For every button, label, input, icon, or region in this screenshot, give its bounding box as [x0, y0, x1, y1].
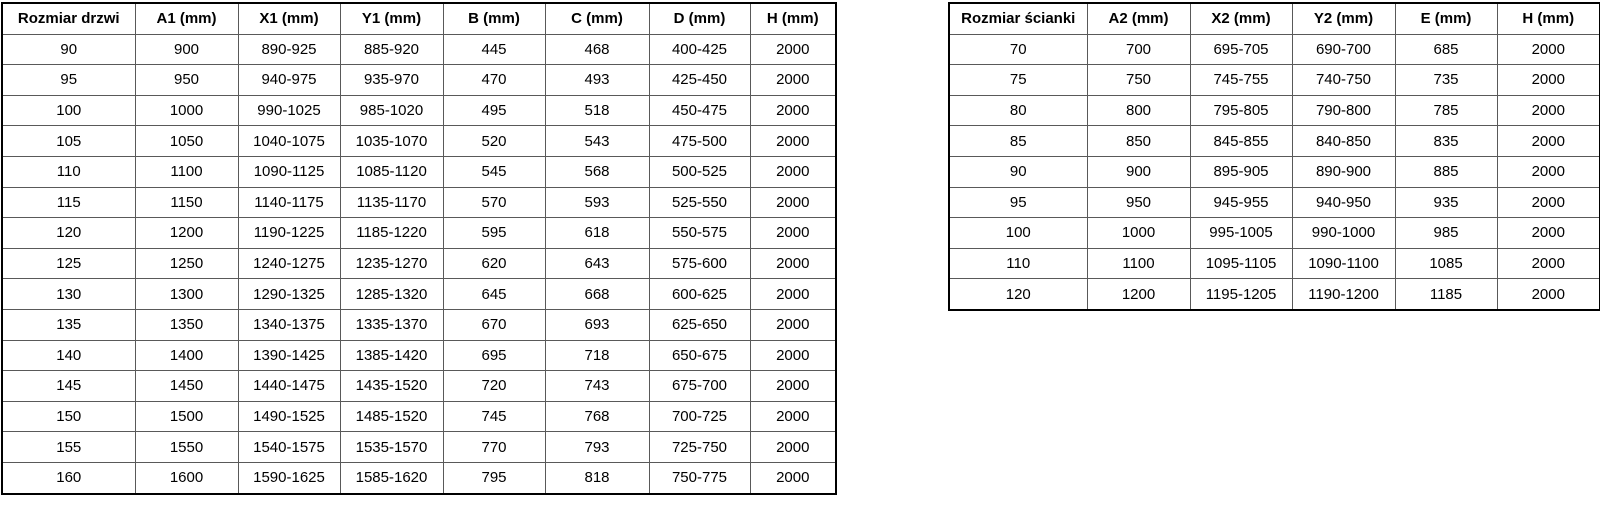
table-cell: 745 — [443, 401, 545, 432]
table-cell: 495 — [443, 95, 545, 126]
table-cell: 2000 — [750, 218, 836, 249]
table-row — [2, 218, 836, 249]
table-cell: 543 — [545, 126, 649, 157]
table-row — [2, 401, 836, 432]
table-cell: 1100 — [1087, 248, 1190, 279]
table-cell: 2000 — [1497, 65, 1600, 96]
table-row — [2, 95, 836, 126]
table-cell: 570 — [443, 187, 545, 218]
table-cell: 145 — [2, 371, 135, 402]
table-cell: 2000 — [750, 401, 836, 432]
header-row — [949, 3, 1600, 34]
table-cell: 550-575 — [649, 218, 750, 249]
table-cell: 900 — [135, 34, 238, 65]
table-row — [2, 309, 836, 340]
table-cell: 110 — [2, 156, 135, 187]
table-cell: 835 — [1395, 126, 1497, 157]
column-header: D (mm) — [649, 3, 750, 34]
table-cell: 1085 — [1395, 248, 1497, 279]
table-cell: 985 — [1395, 218, 1497, 249]
table-cell: 2000 — [750, 340, 836, 371]
table-cell: 725-750 — [649, 432, 750, 463]
column-header: Rozmiar ścianki — [949, 3, 1087, 34]
table-header — [949, 3, 1600, 34]
table-cell: 1440-1475 — [238, 371, 340, 402]
table-cell: 2000 — [1497, 95, 1600, 126]
table-cell: 625-650 — [649, 309, 750, 340]
table-cell: 650-675 — [649, 340, 750, 371]
table-cell: 1600 — [135, 462, 238, 493]
table-cell: 618 — [545, 218, 649, 249]
table-cell: 2000 — [1497, 218, 1600, 249]
table-cell: 1435-1520 — [340, 371, 443, 402]
table-cell: 990-1025 — [238, 95, 340, 126]
table-cell: 740-750 — [1292, 65, 1395, 96]
column-header: X1 (mm) — [238, 3, 340, 34]
table-cell: 1585-1620 — [340, 462, 443, 493]
table-cell: 1195-1205 — [1190, 279, 1292, 310]
table-cell: 1190-1225 — [238, 218, 340, 249]
table-cell: 718 — [545, 340, 649, 371]
column-header: X2 (mm) — [1190, 3, 1292, 34]
table-cell: 90 — [949, 156, 1087, 187]
table-cell: 400-425 — [649, 34, 750, 65]
table-cell: 940-975 — [238, 65, 340, 96]
table-cell: 1240-1275 — [238, 248, 340, 279]
table-cell: 2000 — [750, 126, 836, 157]
table-cell: 695 — [443, 340, 545, 371]
column-header: Rozmiar drzwi — [2, 3, 135, 34]
table-cell: 1150 — [135, 187, 238, 218]
column-header: E (mm) — [1395, 3, 1497, 34]
table-cell: 850 — [1087, 126, 1190, 157]
table-cell: 670 — [443, 309, 545, 340]
table-cell: 750-775 — [649, 462, 750, 493]
table-cell: 125 — [2, 248, 135, 279]
table-cell: 800 — [1087, 95, 1190, 126]
table-cell: 840-850 — [1292, 126, 1395, 157]
table-cell: 545 — [443, 156, 545, 187]
table-cell: 1450 — [135, 371, 238, 402]
table-cell: 85 — [949, 126, 1087, 157]
table-cell: 785 — [1395, 95, 1497, 126]
table-row — [2, 371, 836, 402]
table-cell: 600-625 — [649, 279, 750, 310]
table-cell: 890-900 — [1292, 156, 1395, 187]
table-cell: 90 — [2, 34, 135, 65]
table-cell: 155 — [2, 432, 135, 463]
table-cell: 885-920 — [340, 34, 443, 65]
header-row — [2, 3, 836, 34]
table-cell: 668 — [545, 279, 649, 310]
table-row — [2, 462, 836, 493]
table-cell: 475-500 — [649, 126, 750, 157]
column-header: H (mm) — [750, 3, 836, 34]
table-cell: 1385-1420 — [340, 340, 443, 371]
column-header: A1 (mm) — [135, 3, 238, 34]
table-body — [2, 34, 836, 493]
table-cell: 568 — [545, 156, 649, 187]
table-cell: 95 — [2, 65, 135, 96]
table-cell: 1200 — [135, 218, 238, 249]
column-header: H (mm) — [1497, 3, 1600, 34]
table-cell: 818 — [545, 462, 649, 493]
table-cell: 1190-1200 — [1292, 279, 1395, 310]
table-row — [2, 126, 836, 157]
table-cell: 1590-1625 — [238, 462, 340, 493]
table-cell: 75 — [949, 65, 1087, 96]
table-cell: 2000 — [1497, 279, 1600, 310]
table-cell: 95 — [949, 187, 1087, 218]
table-cell: 1085-1120 — [340, 156, 443, 187]
table-cell: 100 — [949, 218, 1087, 249]
table-cell: 693 — [545, 309, 649, 340]
table-cell: 450-475 — [649, 95, 750, 126]
table-row — [2, 279, 836, 310]
table-cell: 845-855 — [1190, 126, 1292, 157]
table-cell: 120 — [2, 218, 135, 249]
table-cell: 690-700 — [1292, 34, 1395, 65]
table-row — [949, 126, 1600, 157]
door-size-table — [1, 2, 837, 495]
table-cell: 468 — [545, 34, 649, 65]
table-cell: 2000 — [750, 34, 836, 65]
table-cell: 885 — [1395, 156, 1497, 187]
table-cell: 1100 — [135, 156, 238, 187]
table-cell: 120 — [949, 279, 1087, 310]
table-cell: 2000 — [750, 187, 836, 218]
table-cell: 1095-1105 — [1190, 248, 1292, 279]
table-cell: 140 — [2, 340, 135, 371]
table-cell: 2000 — [1497, 156, 1600, 187]
table-cell: 1350 — [135, 309, 238, 340]
table-cell: 793 — [545, 432, 649, 463]
table-cell: 900 — [1087, 156, 1190, 187]
table-row — [949, 218, 1600, 249]
table-cell: 115 — [2, 187, 135, 218]
table-cell: 950 — [135, 65, 238, 96]
table-cell: 2000 — [750, 371, 836, 402]
table-cell: 1335-1370 — [340, 309, 443, 340]
table-cell: 105 — [2, 126, 135, 157]
table-cell: 1390-1425 — [238, 340, 340, 371]
table-cell: 1140-1175 — [238, 187, 340, 218]
table-row — [949, 279, 1600, 310]
table-cell: 525-550 — [649, 187, 750, 218]
table-cell: 470 — [443, 65, 545, 96]
column-header: B (mm) — [443, 3, 545, 34]
table-cell: 100 — [2, 95, 135, 126]
table-cell: 1050 — [135, 126, 238, 157]
table-cell: 750 — [1087, 65, 1190, 96]
table-row — [2, 432, 836, 463]
table-row — [949, 34, 1600, 65]
table-cell: 1250 — [135, 248, 238, 279]
table-row — [2, 187, 836, 218]
table-cell: 645 — [443, 279, 545, 310]
table-cell: 935 — [1395, 187, 1497, 218]
table-cell: 130 — [2, 279, 135, 310]
table-cell: 720 — [443, 371, 545, 402]
table-cell: 735 — [1395, 65, 1497, 96]
table-cell: 2000 — [750, 432, 836, 463]
table-cell: 1500 — [135, 401, 238, 432]
table-cell: 2000 — [750, 65, 836, 96]
table-cell: 1035-1070 — [340, 126, 443, 157]
table-cell: 2000 — [1497, 126, 1600, 157]
table-cell: 493 — [545, 65, 649, 96]
table-cell: 425-450 — [649, 65, 750, 96]
column-header: Y1 (mm) — [340, 3, 443, 34]
table-cell: 1550 — [135, 432, 238, 463]
table-cell: 895-905 — [1190, 156, 1292, 187]
table-cell: 1290-1325 — [238, 279, 340, 310]
table-cell: 2000 — [750, 248, 836, 279]
table-cell: 745-755 — [1190, 65, 1292, 96]
table-row — [2, 248, 836, 279]
table-cell: 770 — [443, 432, 545, 463]
table-cell: 70 — [949, 34, 1087, 65]
column-header: A2 (mm) — [1087, 3, 1190, 34]
table-cell: 2000 — [750, 309, 836, 340]
table-cell: 2000 — [1497, 187, 1600, 218]
column-header: C (mm) — [545, 3, 649, 34]
table-cell: 945-955 — [1190, 187, 1292, 218]
table-cell: 595 — [443, 218, 545, 249]
table-cell: 520 — [443, 126, 545, 157]
table-cell: 1000 — [135, 95, 238, 126]
table-cell: 1400 — [135, 340, 238, 371]
table-row — [2, 340, 836, 371]
table-cell: 995-1005 — [1190, 218, 1292, 249]
table-cell: 1090-1125 — [238, 156, 340, 187]
table-row — [2, 65, 836, 96]
table-row — [949, 156, 1600, 187]
table-cell: 445 — [443, 34, 545, 65]
table-row — [949, 248, 1600, 279]
table-cell: 518 — [545, 95, 649, 126]
table-cell: 135 — [2, 309, 135, 340]
table-cell: 675-700 — [649, 371, 750, 402]
table-cell: 1040-1075 — [238, 126, 340, 157]
table-cell: 2000 — [1497, 34, 1600, 65]
table-cell: 1285-1320 — [340, 279, 443, 310]
table-cell: 1185 — [1395, 279, 1497, 310]
table-row — [2, 156, 836, 187]
table-cell: 985-1020 — [340, 95, 443, 126]
table-cell: 795 — [443, 462, 545, 493]
table-cell: 1135-1170 — [340, 187, 443, 218]
table-cell: 743 — [545, 371, 649, 402]
table-cell: 80 — [949, 95, 1087, 126]
table-row — [949, 95, 1600, 126]
table-cell: 940-950 — [1292, 187, 1395, 218]
table-cell: 1340-1375 — [238, 309, 340, 340]
table-cell: 1535-1570 — [340, 432, 443, 463]
table-cell: 150 — [2, 401, 135, 432]
table-cell: 1485-1520 — [340, 401, 443, 432]
table-cell: 890-925 — [238, 34, 340, 65]
table-cell: 1000 — [1087, 218, 1190, 249]
table-cell: 1235-1270 — [340, 248, 443, 279]
table-cell: 575-600 — [649, 248, 750, 279]
column-header: Y2 (mm) — [1292, 3, 1395, 34]
table-cell: 620 — [443, 248, 545, 279]
table-cell: 2000 — [750, 95, 836, 126]
wall-size-table — [948, 2, 1600, 311]
table-cell: 1490-1525 — [238, 401, 340, 432]
table-cell: 1540-1575 — [238, 432, 340, 463]
table-cell: 685 — [1395, 34, 1497, 65]
table-row — [2, 34, 836, 65]
table-cell: 700 — [1087, 34, 1190, 65]
table-cell: 2000 — [750, 156, 836, 187]
table-cell: 160 — [2, 462, 135, 493]
table-cell: 2000 — [750, 462, 836, 493]
table-cell: 643 — [545, 248, 649, 279]
table-body — [949, 34, 1600, 310]
table-cell: 950 — [1087, 187, 1190, 218]
table-cell: 935-970 — [340, 65, 443, 96]
table-row — [949, 65, 1600, 96]
table-cell: 593 — [545, 187, 649, 218]
table-cell: 500-525 — [649, 156, 750, 187]
table-cell: 700-725 — [649, 401, 750, 432]
table-cell: 768 — [545, 401, 649, 432]
table-cell: 1185-1220 — [340, 218, 443, 249]
table-row — [949, 187, 1600, 218]
table-header — [2, 3, 836, 34]
table-cell: 790-800 — [1292, 95, 1395, 126]
table-cell: 1090-1100 — [1292, 248, 1395, 279]
table-cell: 695-705 — [1190, 34, 1292, 65]
table-cell: 1300 — [135, 279, 238, 310]
table-cell: 110 — [949, 248, 1087, 279]
table-cell: 2000 — [1497, 248, 1600, 279]
table-cell: 2000 — [750, 279, 836, 310]
table-cell: 795-805 — [1190, 95, 1292, 126]
table-cell: 990-1000 — [1292, 218, 1395, 249]
table-cell: 1200 — [1087, 279, 1190, 310]
